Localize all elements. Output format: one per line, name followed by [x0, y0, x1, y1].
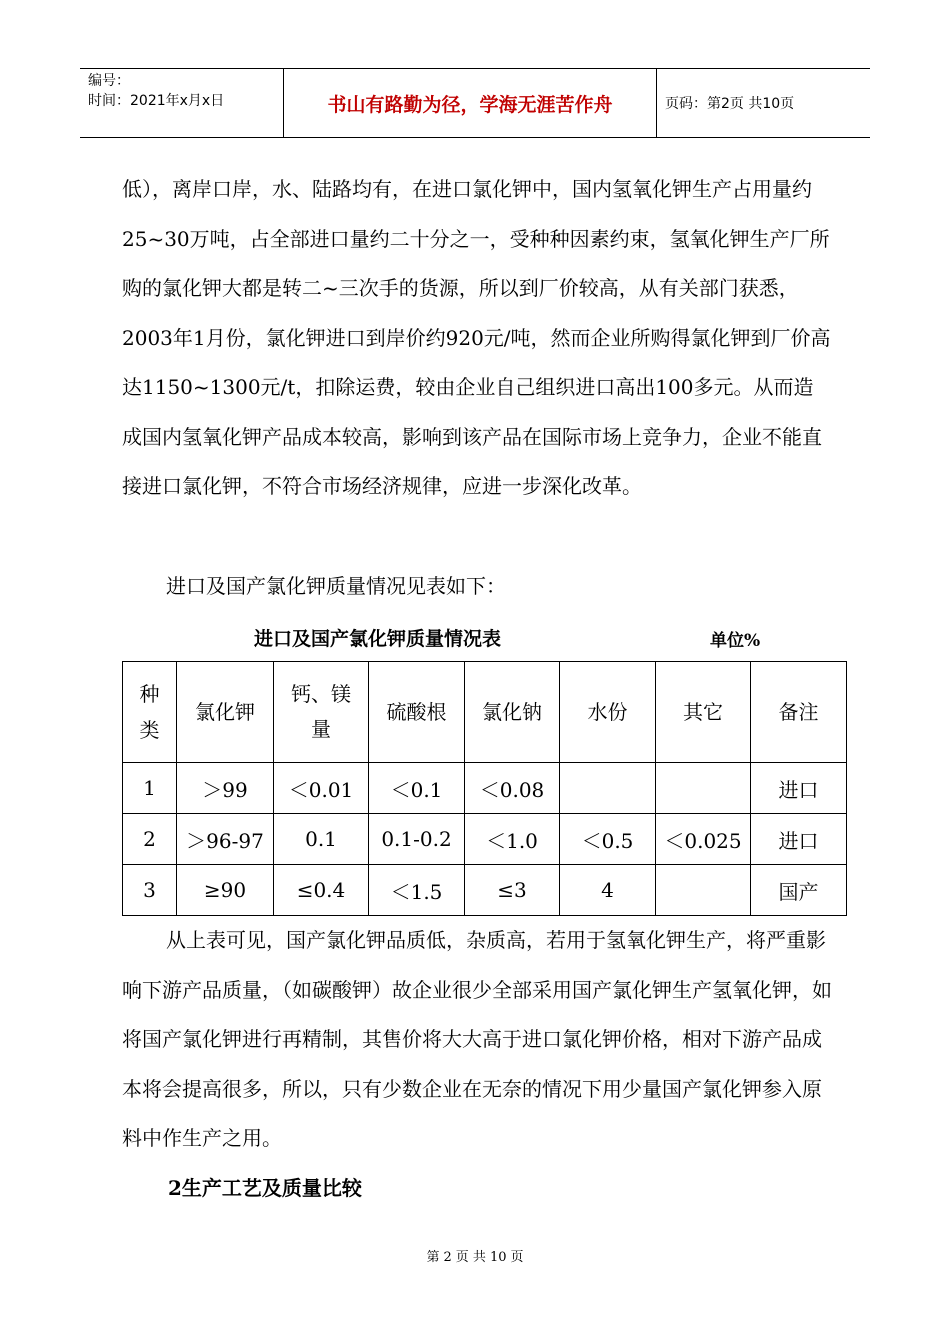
- table-cell: [560, 763, 656, 814]
- header-sulfate: 硫酸根: [369, 662, 465, 763]
- header-moisture: 水份: [560, 662, 656, 763]
- footer-total-pages: 10: [489, 1250, 507, 1265]
- table-cell: ＞96-97: [177, 814, 274, 865]
- footer-page-number: 2: [443, 1250, 452, 1265]
- table-row: [123, 865, 847, 916]
- table-caption: [122, 620, 832, 652]
- table-cell: ＜0.08: [465, 763, 560, 814]
- table-cell: 2: [123, 814, 177, 865]
- table-cell: 国产: [751, 865, 847, 916]
- header-type: 种类: [123, 662, 177, 763]
- code-label: 编号：: [88, 73, 130, 89]
- table-cell: 1: [123, 763, 177, 814]
- time-label: 时间：2021年x月x日: [88, 93, 225, 109]
- table-row: [123, 814, 847, 865]
- body-paragraph-1: 低），离岸口岸，水、陆路均有，在进口氯化钾中，国内氢氧化钾生产占用量约25~30万吨，占全部进口量约二十分之一，受种种因素约束，氢氧化钾生产厂所购的氯化钾大都是转二~三次手的货源，所以到厂价较高，从有关部门获悉，2003年1月份，氯化钾进口到岸价约920元/吨，然而企业所购得氯化钾到厂价高达1150~1300元/t，扣除运费，较由企业自己组织进口高出100多元。从而造成国内氢氧化钾产品成本较高，影响到该产品在国际市场上竞争力，企业不能直接进口氯化钾，不符合市场经济规律，应进一步深化改革。: [122, 177, 831, 498]
- table-cell: 0.1: [274, 814, 369, 865]
- table-cell: ＜0.5: [560, 814, 656, 865]
- table-cell: ≤3: [465, 865, 560, 916]
- footer-suffix: 页: [510, 1250, 524, 1265]
- table-header-row: [123, 662, 847, 763]
- body-paragraph-2: 进口及国产氯化钾质量情况见表如下：: [166, 574, 506, 598]
- table-title: 进口及国产氯化钾质量情况表: [254, 628, 502, 650]
- table-cell: ≤0.4: [274, 865, 369, 916]
- footer-mid: 页 共: [455, 1250, 486, 1265]
- table-cell: ＜1.5: [369, 865, 465, 916]
- header-other: 其它: [656, 662, 751, 763]
- quality-table: [122, 661, 847, 916]
- table-cell: 0.1-0.2: [369, 814, 465, 865]
- table-cell: 进口: [751, 814, 847, 865]
- table-cell: 3: [123, 865, 177, 916]
- table-cell: ＞99: [177, 763, 274, 814]
- table-row: [123, 763, 847, 814]
- table-cell: 进口: [751, 763, 847, 814]
- table-cell: 4: [560, 865, 656, 916]
- table-cell: ＜0.025: [656, 814, 751, 865]
- table-cell: [656, 763, 751, 814]
- table-cell: [656, 865, 751, 916]
- footer-prefix: 第: [426, 1250, 440, 1265]
- header-page-info: 页码：第2页 共10页: [665, 96, 795, 112]
- header-nacl: 氯化钠: [465, 662, 560, 763]
- table-unit: 单位%: [710, 631, 761, 651]
- table-cell: ＜0.01: [274, 763, 369, 814]
- table-cell: ＜0.1: [369, 763, 465, 814]
- section-heading: 2生产工艺及质量比较: [168, 1176, 362, 1200]
- header-meta: [80, 69, 284, 137]
- page-footer: [0, 1246, 950, 1265]
- body-paragraph-3: 从上表可见，国产氯化钾品质低，杂质高，若用于氢氧化钾生产，将严重影响下游产品质量，（如碳酸钾）故企业很少全部采用国产氯化钾生产氢氧化钾，如将国产氯化钾进行再精制，其售价将大大高于进口氯化钾价格，相对下游产品成本将会提高很多，所以，只有少数企业在无奈的情况下用少量国产氯化钾参入原料中作生产之用。: [122, 928, 832, 1150]
- table-cell: ＜1.0: [465, 814, 560, 865]
- header-kcl: 氯化钾: [177, 662, 274, 763]
- header-ca-mg: 钙、镁量: [274, 662, 369, 763]
- page-header: [80, 68, 870, 138]
- header-remark: 备注: [751, 662, 847, 763]
- header-motto: 书山有路勤为径，学海无涯苦作舟: [284, 69, 657, 137]
- table-cell: ≥90: [177, 865, 274, 916]
